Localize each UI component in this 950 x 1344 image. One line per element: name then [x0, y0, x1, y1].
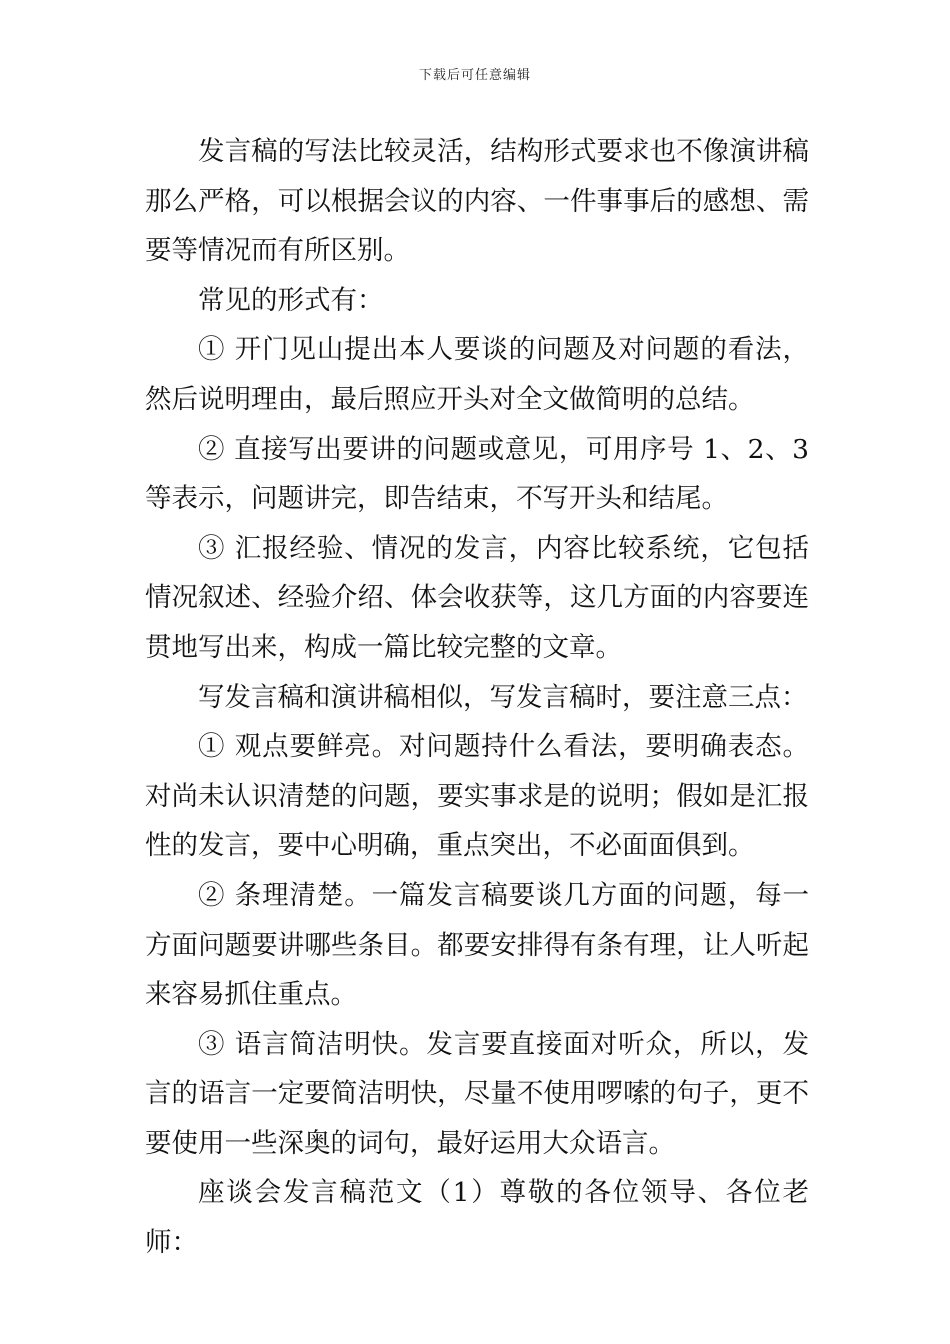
paragraph-common-forms: 常见的形式有： — [198, 284, 384, 316]
paragraph-sample-heading: 座谈会发言稿范文（1）尊敬的各位领导、各位老师： — [145, 1177, 809, 1259]
paragraph-point-3: ③ 语言简洁明快。发言要直接面对听众，所以，发言的语言一定要简洁明快，尽量不使用啰嗦的句子，更不要使用一些深奥的词句，最好运用大众语言。 — [145, 1028, 809, 1159]
paragraph-three-points: 写发言稿和演讲稿相似，写发言稿时，要注意三点： — [198, 681, 808, 713]
paragraph-form-3: ③ 汇报经验、情况的发言，内容比较系统，它包括情况叙述、经验介绍、体会收获等，这几方面的内容要连贯地写出来，构成一篇比较完整的文章。 — [145, 532, 809, 663]
document-body — [145, 127, 809, 1268]
page-header: 下载后可任意编辑 — [418, 68, 531, 83]
paragraph-form-1: ① 开门见山提出本人要谈的问题及对问题的看法，然后说明理由，最后照应开头对全文做简明的总结。 — [145, 334, 809, 415]
paragraph-point-2: ② 条理清楚。一篇发言稿要谈几方面的问题，每一方面问题要讲哪些条目。都要安排得有条有理，让人听起来容易抓住重点。 — [145, 879, 809, 1011]
paragraph-point-1: ① 观点要鲜亮。对问题持什么看法，要明确表态。对尚未认识清楚的问题，要实事求是的说明；假如是汇报性的发言，要中心明确，重点突出，不必面面俱到。 — [145, 731, 809, 862]
paragraph-intro: 发言稿的写法比较灵活，结构形式要求也不像演讲稿那么严格，可以根据会议的内容、一件事事后的感想、需要等情况而有所区别。 — [145, 136, 809, 267]
paragraph-form-2: ② 直接写出要讲的问题或意见，可用序号 1、2、3 等表示，问题讲完，即告结束，不写开头和结尾。 — [145, 433, 809, 515]
